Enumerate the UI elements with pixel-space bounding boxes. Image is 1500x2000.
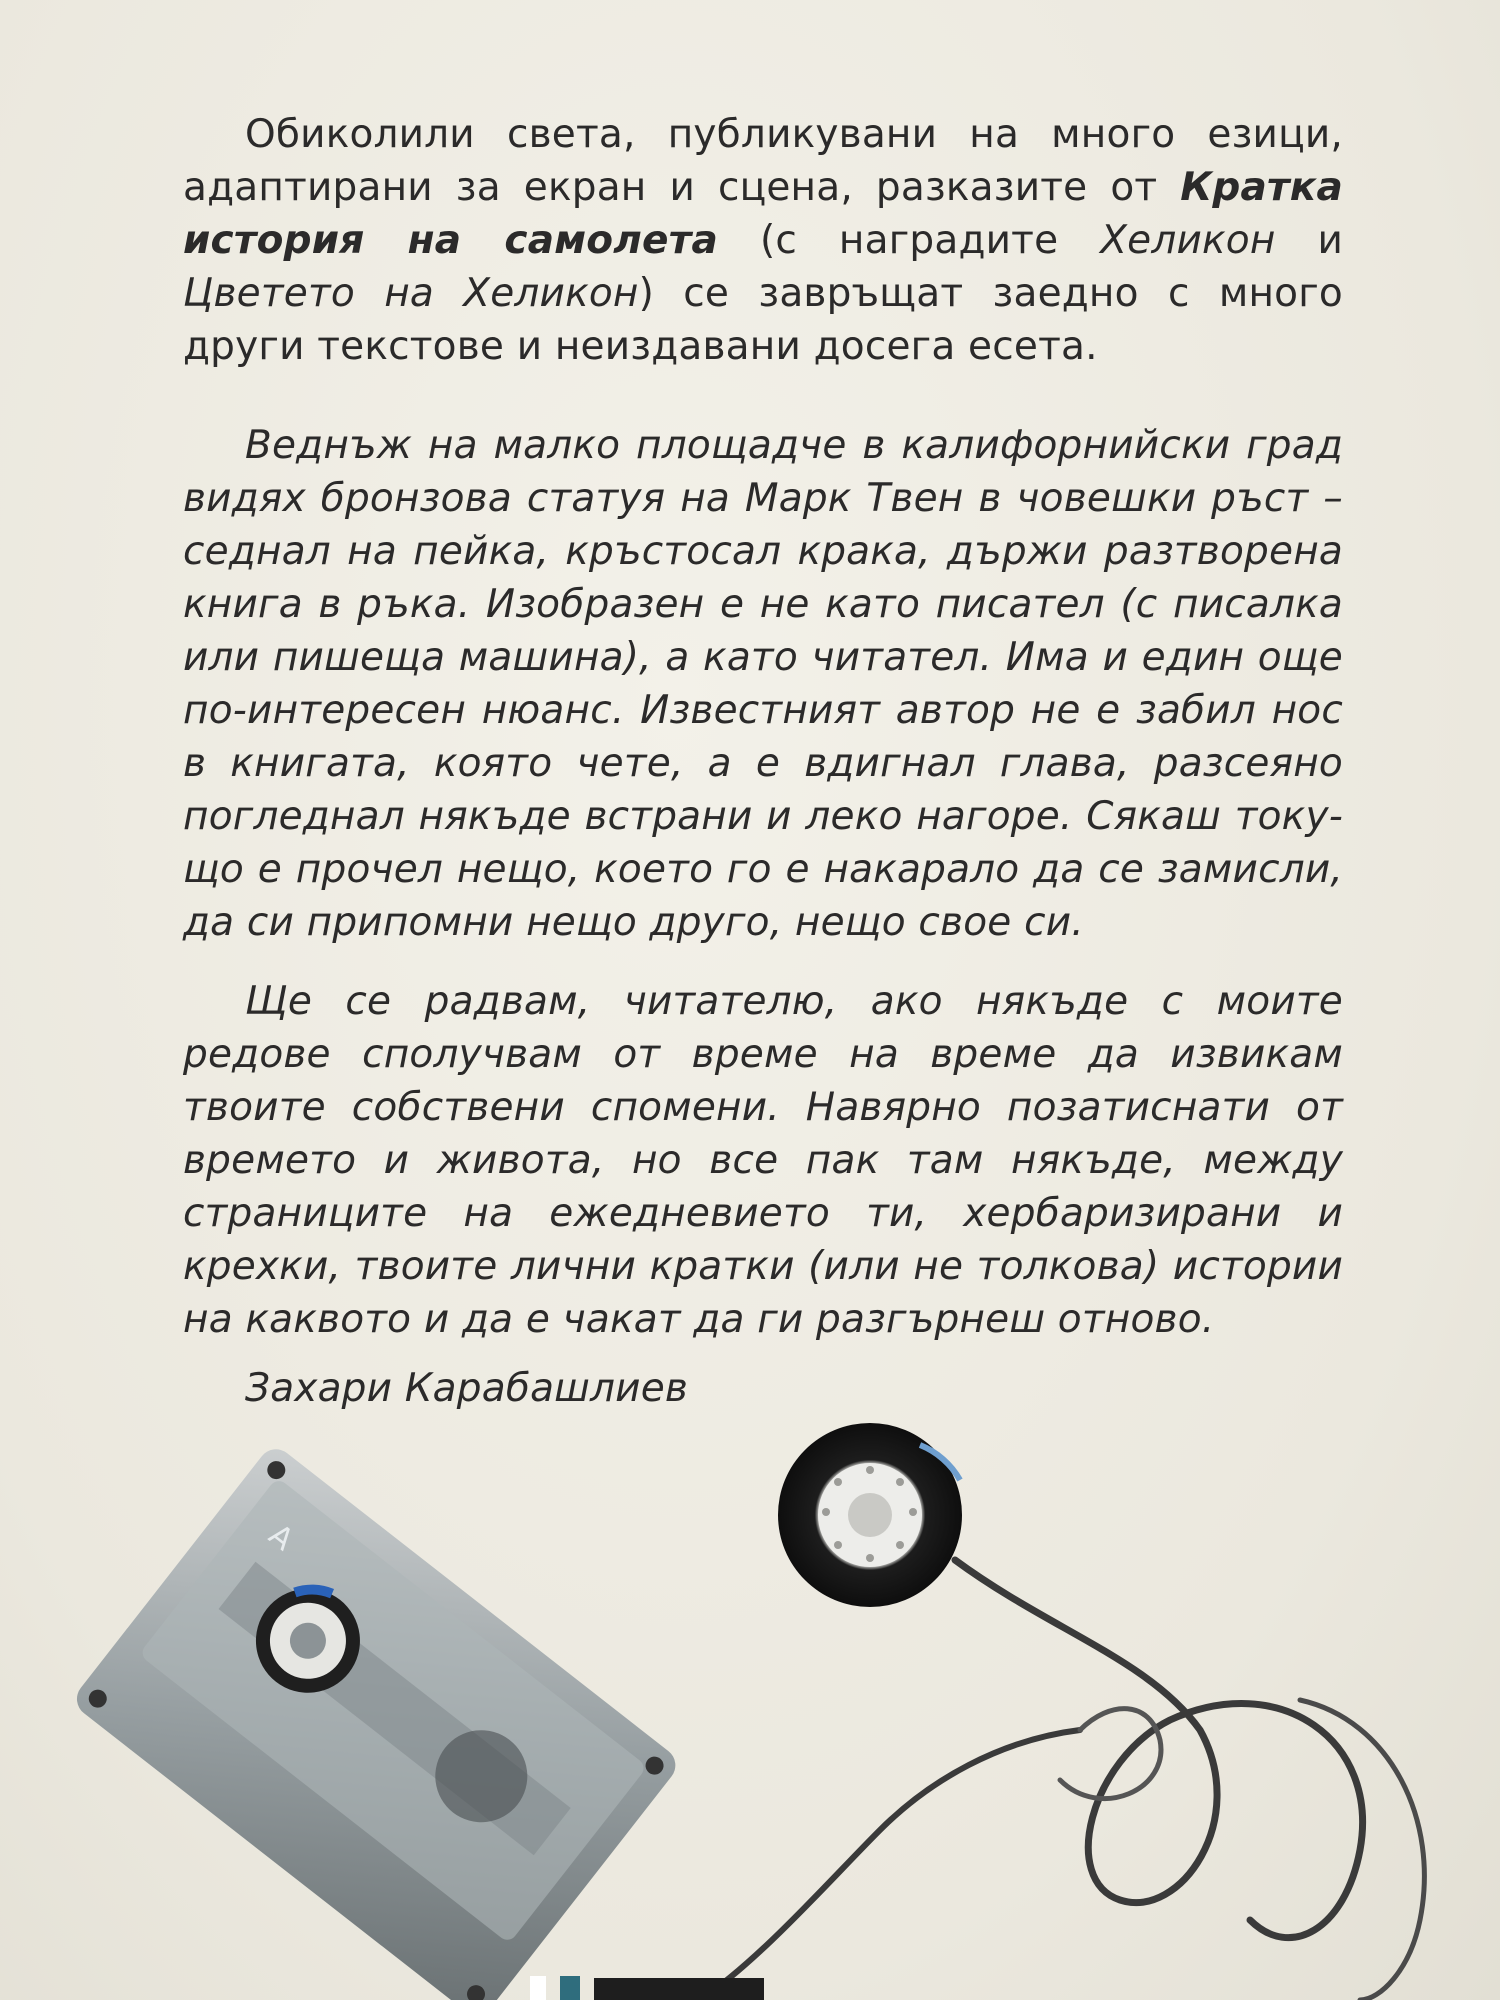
intro-text-4: ) се завръщат заедно с много други текстове и неиздавани досега есета.	[183, 271, 1343, 369]
author-signature: Захари Карабашлиев	[245, 1366, 689, 1411]
book-title: Кратка история на самолета	[183, 165, 1343, 263]
cassette-shell	[70, 1442, 683, 2000]
award-name-1: Хеликон	[1100, 218, 1276, 263]
publisher-logo-edge	[594, 1978, 764, 2000]
back-cover-text	[183, 108, 1343, 1415]
web-label-strip	[560, 1976, 580, 2000]
intro-text-3: и	[1275, 218, 1343, 263]
cassette-illustration	[0, 1400, 1500, 2000]
tape-ribbon	[700, 1560, 1424, 2000]
award-name-2: Цветето на Хеликон	[183, 271, 639, 316]
intro-text-1: Обиколили света, публикувани на много езици, адаптирани за екран и сцена, разказите от	[183, 112, 1343, 210]
intro-paragraph	[183, 108, 1343, 373]
mark-twain-paragraph: Веднъж на малко площадче в калифорнийски град видях бронзова статуя на Марк Твен в човешки ръст – седнал на пейка, кръстосал крака, държи разтворена книга в ръка. Изобразен е не като писател (с писалка или пишеща машина), а като читател. Има и един още по-интересен нюанс. Известният автор не е забил нос в книгата, която чете, а е вдигнал глава, разсеяно погледнал някъде встрани и леко нагоре. Сякаш току-що е прочел нещо, което го е накарало да се замисли, да си припомни нещо друго, нещо свое си.	[183, 423, 1343, 945]
reader-paragraph: Ще се радвам, читателю, ако някъде с моите редове сполучвам от време на време да извикам твоите собствени спомени. Навярно позатиснати от времето и живота, но все пак там някъде, между страниците на ежедневието ти, хербаризирани и крехки, твоите лични кратки (или не толкова) истории на каквото и да е чакат да ги разгърнеш отново.	[183, 979, 1343, 1342]
barcode-strip	[530, 1976, 546, 2000]
intro-text-2: (с наградите	[718, 218, 1101, 263]
tape-reel	[778, 1423, 962, 1607]
cassette-side-label: A	[262, 1517, 300, 1558]
bottom-edge-strip	[530, 1975, 1450, 2000]
